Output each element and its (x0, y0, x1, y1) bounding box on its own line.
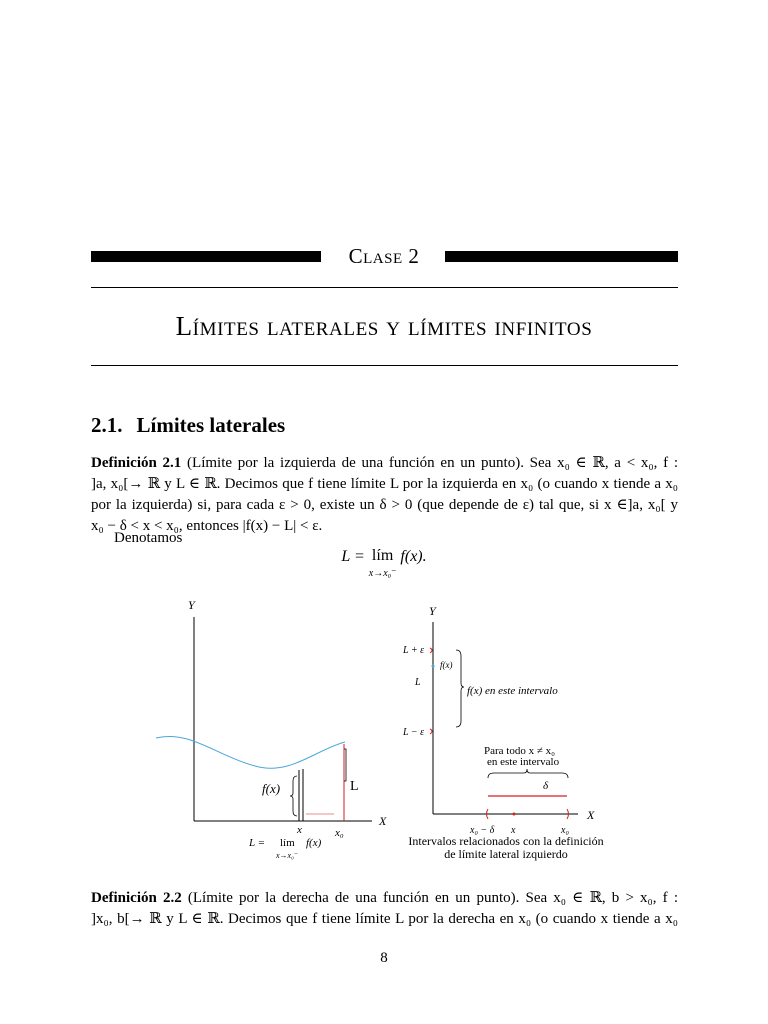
left-x-tick: x (297, 824, 302, 836)
right-caption-1: Intervalos relacionados con la definición (408, 834, 604, 848)
left-caption-rhs: f(x) (306, 837, 322, 849)
left-fx-brace (290, 776, 297, 816)
right-x0-tick: x₀ (561, 825, 569, 836)
limit-formula (0, 548, 768, 582)
definition-2-1 (91, 453, 678, 537)
right-para-todo-2: en este intervalo (487, 756, 560, 768)
right-y-label: Y (429, 604, 436, 618)
chapter-title: Límites laterales y límites infinitos (175, 311, 593, 341)
left-caption-lhs: L = (249, 837, 266, 849)
def1-line4: x₀ − δ < x < x₀, entonces |f(x) − L| < ε. (91, 518, 323, 534)
right-fx-point (432, 665, 435, 668)
formula-lhs: L = (341, 548, 365, 565)
chapter-label: Clase 2 (348, 244, 420, 268)
section-heading (91, 413, 285, 438)
right-x-tick: x (511, 825, 516, 836)
left-L-label: L (350, 779, 359, 794)
left-fx-label: f(x) (262, 781, 281, 796)
right-L: L (415, 677, 421, 688)
right-interval-text: f(x) en este intervalo (467, 685, 558, 697)
right-para-todo-1: Para todo x ≠ x₀ (484, 745, 555, 757)
def2-line1: (Límite por la derecha de una función en un punto). Sea x₀ ∈ ℝ, b > x₀, f : (187, 890, 678, 906)
right-top-brace (488, 769, 568, 778)
def1-line1: (Límite por la izquierda de una función en un punto). Sea x₀ ∈ ℝ, a < x₀, f : (187, 455, 678, 471)
def2-label: Definición 2.2 (91, 890, 182, 906)
right-caption-2: de límite lateral izquierdo (444, 847, 568, 861)
figure-left (156, 598, 387, 860)
right-x-point (513, 813, 516, 816)
right-L-minus: L − ε (403, 727, 425, 738)
page-number: 8 (380, 950, 388, 966)
formula-rhs: f(x). (400, 548, 427, 565)
left-caption-sub: x→x₀⁻ (276, 851, 299, 860)
right-delta: δ (543, 780, 549, 792)
def2-line2: ]x₀, b[→ ℝ y L ∈ ℝ. Decimos que f tiene límite L por la derecha en x₀ (o cuando x tiende a x₀ (91, 911, 678, 927)
def1-line2: ]a, x₀[→ ℝ y L ∈ ℝ. Decimos que f tiene límite L por la izquierda en x₀ (o cuando x tiende a x₀ (91, 476, 678, 492)
denotamos-text: Denotamos (114, 530, 183, 546)
left-caption-lim: lím (280, 837, 295, 849)
right-x-label: X (587, 808, 595, 822)
section-number: 2.1. (91, 413, 123, 437)
definition-2-2 (91, 888, 678, 930)
left-curve (156, 736, 345, 768)
right-upper-mark (430, 648, 432, 653)
right-L-plus: L + ε (403, 645, 425, 656)
def1-line3: por la izquierda) si, para cada ε > 0, existe un δ > 0 (que depende de ε) tal que, si x ∈]a, x₀[ y (91, 497, 678, 513)
rule-top (91, 287, 678, 288)
def1-label: Definición 2.1 (91, 455, 182, 471)
figure (0, 590, 768, 880)
figure-right (402, 604, 604, 861)
right-lower-mark (430, 729, 432, 734)
left-x-label: X (379, 814, 387, 828)
rule-bottom (91, 365, 678, 366)
left-y-label: Y (188, 598, 195, 612)
formula-sub: x→x₀⁻ (368, 568, 397, 579)
right-fx-small: f(x) (440, 660, 453, 670)
right-x0-minus-delta: x₀ − δ (470, 825, 495, 836)
section-title: Límites laterales (136, 413, 286, 437)
left-x0-tick: x₀ (335, 827, 344, 839)
formula-lim: lím (371, 547, 394, 564)
right-interval-brace (456, 650, 464, 727)
